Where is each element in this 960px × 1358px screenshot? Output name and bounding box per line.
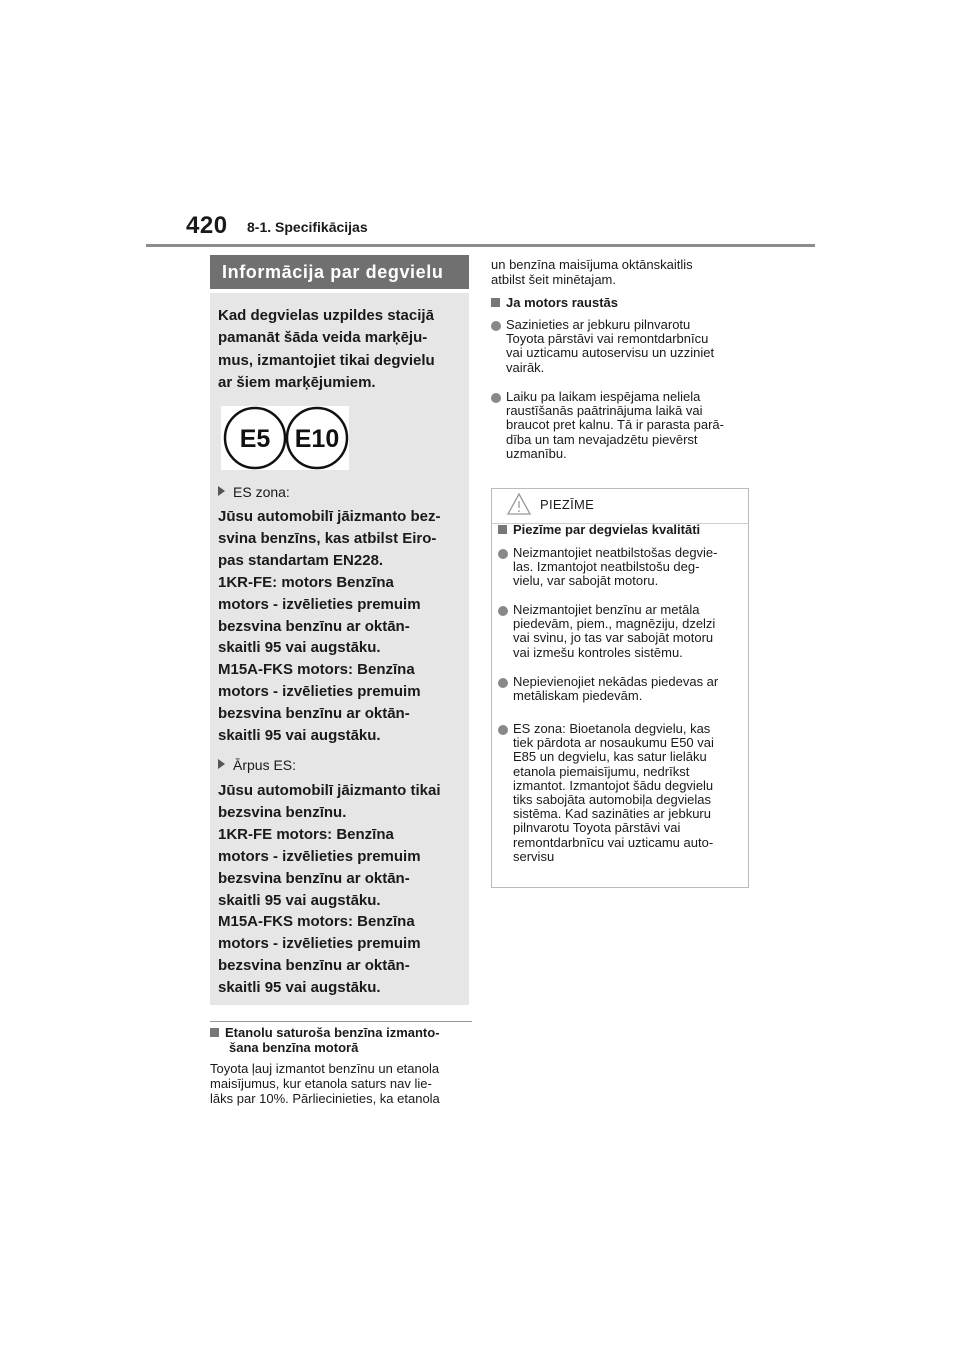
- fuel-info-box: [210, 293, 469, 1005]
- eu-zone-text: Jūsu automobilī jāizmanto bez- svina benzīns, kas atbilst Eiro- pas standartam EN228. 1KR-FE: motors Benzīna motors - izvēlieties premuim bezsvina benzīnu ar oktān- skaitli 95 vai augstāku. M15A-FKS motors: Benzīna motors - izvēlieties premuim bezsvina benzīnu ar oktān- skaitli 95 vai augstāku.: [218, 508, 441, 745]
- round-bullet-icon: [498, 549, 508, 559]
- caution-title: PIEZĪME: [540, 497, 595, 512]
- fuel-marking-graphic: [221, 406, 349, 470]
- square-bullet-icon: [491, 298, 500, 307]
- marking-e5: E5: [239, 425, 271, 453]
- section-heading: Informācija par degvielu: [210, 255, 469, 289]
- divider: [210, 1021, 472, 1022]
- marking-e10: E10: [294, 425, 340, 453]
- knock-heading: Ja motors raustās: [491, 296, 618, 311]
- knock-item: Sazinieties ar jebkuru pilnvarotu Toyota pārstāvi vai remontdarbnīcu vai uzticamu autoservisu un uzziniet vairāk.: [506, 317, 715, 375]
- eu-zone-label: ES zona:: [218, 484, 290, 500]
- round-bullet-icon: [498, 606, 508, 616]
- round-bullet-icon: [498, 725, 508, 735]
- fuel-marking-labels: [221, 406, 349, 470]
- round-bullet-icon: [491, 393, 501, 403]
- caution-subheading: Piezīme par degvielas kvalitāti: [498, 523, 700, 538]
- warning-triangle-icon: [506, 492, 532, 516]
- ethanol-continuation: un benzīna maisījuma oktānskaitlis atbilst šeit minētajam.: [491, 257, 693, 287]
- caution-item: Neizmantojiet benzīnu ar metāla piedevām, piem., magnēziju, dzelzi vai svinu, jo tas var sabojāt motoru vai izmešu kontroles sistēmu.: [513, 602, 716, 660]
- caution-item: Nepievienojiet nekādas piedevas ar metāliskam piedevām.: [513, 674, 719, 704]
- round-bullet-icon: [498, 678, 508, 688]
- round-bullet-icon: [491, 321, 501, 331]
- header-rule: [146, 244, 815, 247]
- arrow-marker-icon: [218, 486, 225, 496]
- non-eu-label: Ārpus ES:: [218, 757, 296, 773]
- square-bullet-icon: [498, 525, 507, 534]
- knock-item: Laiku pa laikam iespējama neliela raustīšanās paātrinājuma laikā vai braucot pret kalnu. Tā ir parasta parā- dība un tam nevajadzētu pievērst uzmanību.: [506, 389, 724, 461]
- page-number: 420: [186, 212, 228, 239]
- caution-header: [492, 489, 748, 524]
- ethanol-heading: Etanolu saturoša benzīna izmanto- šana benzīna motorā: [210, 1026, 472, 1056]
- arrow-marker-icon: [218, 759, 225, 769]
- section-title: 8-1. Specifikācijas: [247, 219, 368, 235]
- caution-item: ES zona: Bioetanola degvielu, kas tiek pārdota ar nosaukumu E50 vai E85 un degvielu, kas satur lielāku etanola piemaisījumu, nedrīkst izmantot. Izmantojot šādu degvielu tiks sabojāta automobiļa degvielas sistēma. Kad sazināties ar jebkuru pilnvarotu Toyota pārstāvi vai remontdarbnīcu vai uzticamu auto- servisu: [513, 721, 714, 864]
- caution-item: Neizmantojiet neatbilstošas degvie- las. Izmantojot neatbilstošu deg- vielu, var sabojāt motoru.: [513, 545, 718, 589]
- square-bullet-icon: [210, 1028, 219, 1037]
- non-eu-text: Jūsu automobilī jāizmanto tikai bezsvina benzīnu. 1KR-FE motors: Benzīna motors - izvēlieties premuim bezsvina benzīnu ar oktān- skaitli 95 vai augstāku. M15A-FKS motors: Benzīna motors - izvēlieties premuim bezsvina benzīnu ar oktān- skaitli 95 vai augstāku.: [218, 782, 441, 997]
- caution-box: [491, 488, 749, 888]
- ethanol-body: Toyota ļauj izmantot benzīnu un etanola maisījumus, kur etanola saturs nav lie- lāks par 10%. Pārliecinieties, ka etanola: [210, 1061, 440, 1106]
- intro-text: Kad degvielas uzpildes stacijā pamanāt šāda veida marķēju- mus, izmantojiet tikai degvielu ar šiem marķējumiem.: [218, 307, 435, 392]
